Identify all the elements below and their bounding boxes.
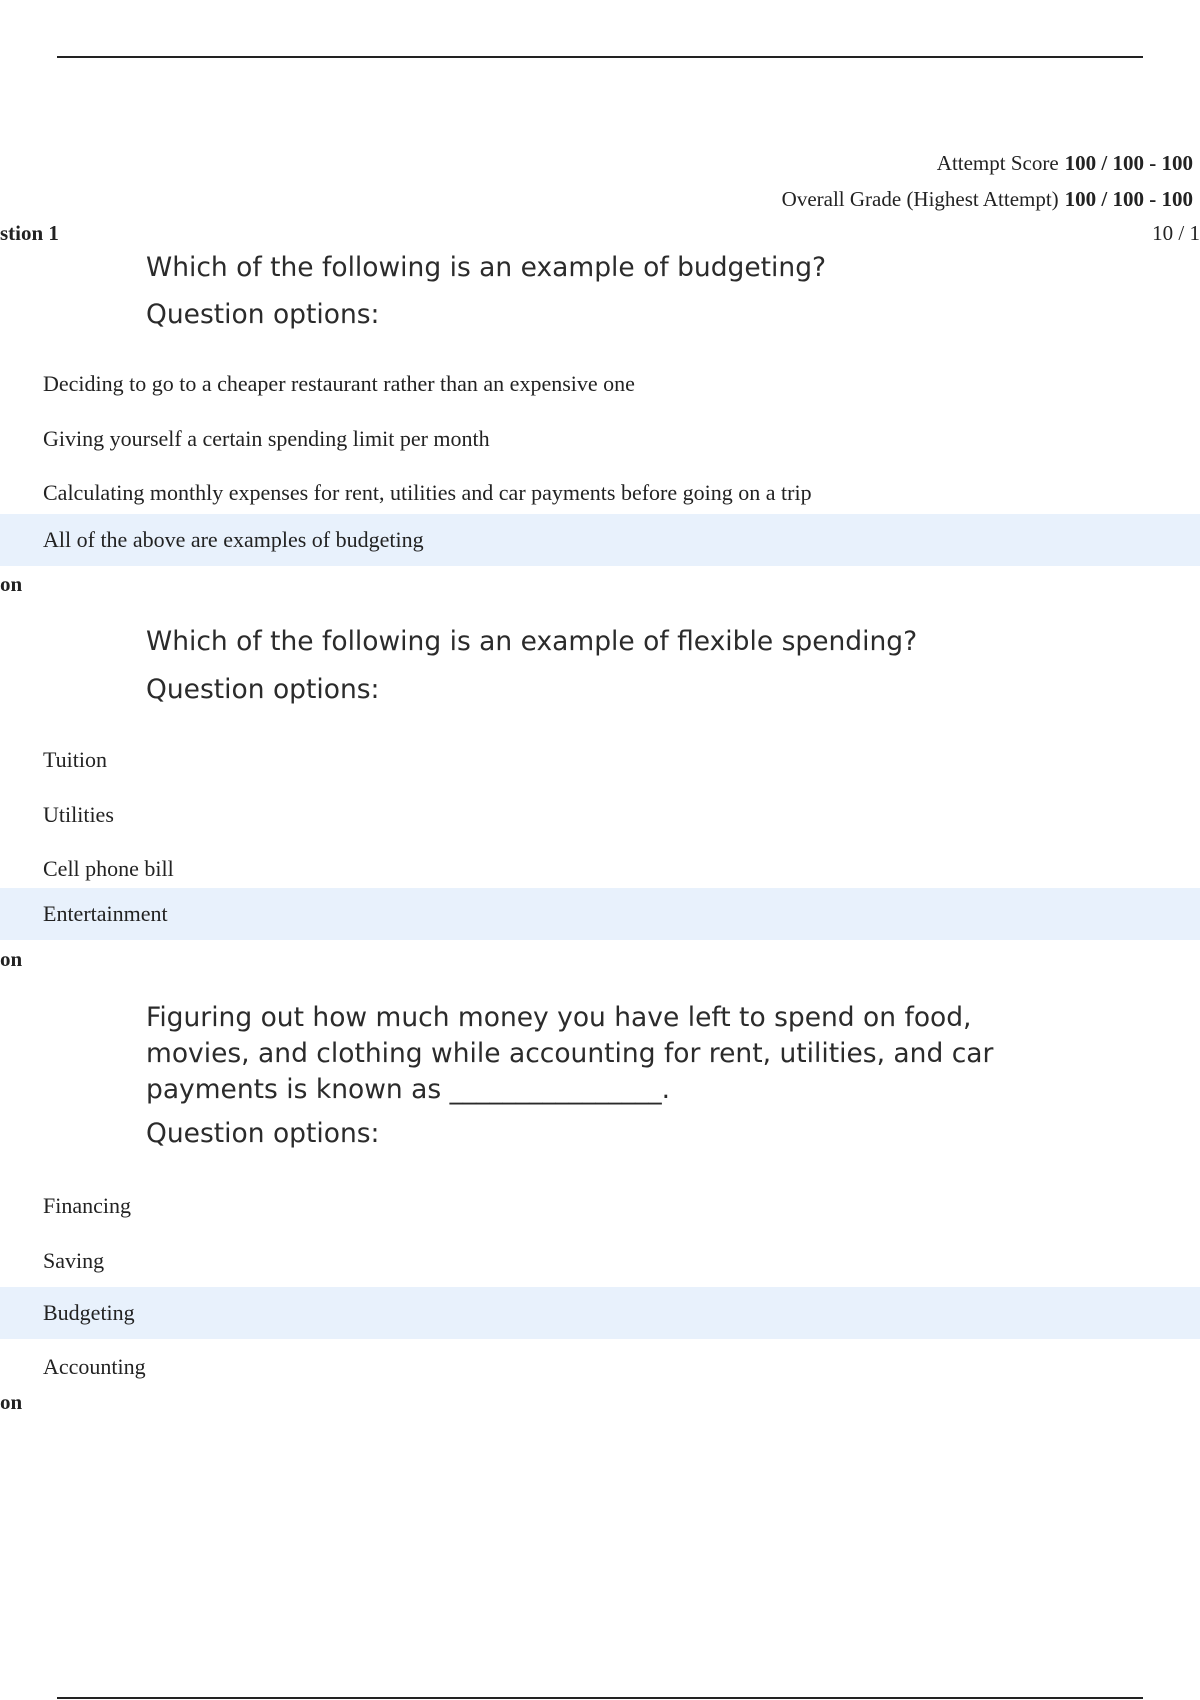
overall-grade-label: Overall Grade (Highest Attempt) xyxy=(781,187,1059,211)
question-2-option-4[interactable]: Entertainment xyxy=(0,888,1200,940)
question-2-option-3[interactable]: Cell phone bill xyxy=(43,856,174,881)
question-3-option-1[interactable]: Financing xyxy=(43,1193,131,1218)
question-2-option-2[interactable]: Utilities xyxy=(43,802,114,827)
bottom-divider xyxy=(57,1697,1143,1699)
attempt-score xyxy=(937,151,1193,176)
question-4-label: on xyxy=(0,1390,23,1414)
question-3-label: on xyxy=(0,947,23,971)
question-1-option-4[interactable]: All of the above are examples of budgeting xyxy=(0,514,1200,566)
question-1-points: 10 / 1 xyxy=(1152,221,1200,245)
question-2-option-1[interactable]: Tuition xyxy=(43,747,108,772)
question-1-options-label: Question options: xyxy=(146,299,380,330)
question-3-option-3[interactable]: Budgeting xyxy=(0,1287,1200,1339)
question-1-option-3[interactable]: Calculating monthly expenses for rent, utilities and car payments before going on a trip xyxy=(43,480,812,505)
question-2-text: Which of the following is an example of flexible spending? xyxy=(146,626,918,657)
top-divider xyxy=(57,56,1143,58)
overall-grade xyxy=(782,187,1193,212)
question-3-option-2[interactable]: Saving xyxy=(43,1248,105,1273)
question-1-label: stion 1 xyxy=(0,221,59,245)
question-1-option-1[interactable]: Deciding to go to a cheaper restaurant rather than an expensive one xyxy=(43,371,635,396)
question-3-options-label: Question options: xyxy=(146,1118,380,1149)
question-1-option-2[interactable]: Giving yourself a certain spending limit per month xyxy=(43,426,490,451)
overall-grade-value: 100 / 100 - 100 xyxy=(1064,187,1193,211)
question-3-option-4[interactable]: Accounting xyxy=(43,1354,146,1379)
question-2-label: on xyxy=(0,572,23,596)
attempt-score-value: 100 / 100 - 100 xyxy=(1064,151,1193,175)
question-2-options-label: Question options: xyxy=(146,674,380,705)
question-1-text: Which of the following is an example of budgeting? xyxy=(146,252,827,283)
question-3-text: Figuring out how much money you have left to spend on food, movies, and clothing while accounting for rent, utilities, and car payments is known as ________________. xyxy=(146,1002,994,1105)
attempt-score-label: Attempt Score xyxy=(936,151,1059,175)
